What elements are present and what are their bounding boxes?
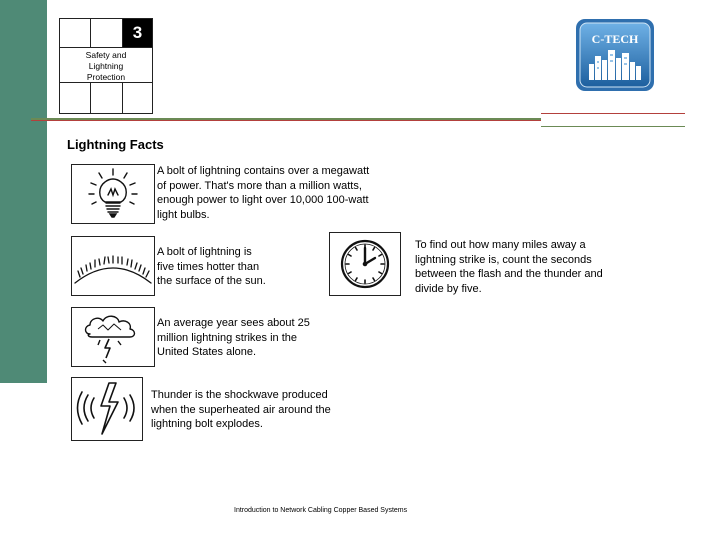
thunder-icon	[71, 377, 143, 441]
side-accent-bar	[0, 0, 47, 383]
storm-cloud-icon	[71, 307, 155, 367]
fact-line: divide by five.	[415, 282, 482, 295]
footer-text: Introduction to Network Cabling Copper Based Systems	[234, 507, 408, 514]
header-rule-right	[541, 113, 685, 127]
clock-icon	[329, 232, 401, 296]
tab-cell	[91, 82, 123, 113]
fact-line: A bolt of lightning is	[157, 246, 252, 258]
fact-line: Thunder is the shockwave produced	[151, 389, 328, 401]
fact-line: the surface of the sun.	[157, 275, 266, 288]
tab-cell	[60, 19, 91, 47]
header-rule-accent	[31, 120, 541, 121]
chapter-title	[60, 50, 152, 83]
fact-line: million lightning strikes in the	[157, 331, 298, 344]
logo-text: C-TECH	[591, 32, 639, 46]
chapter-number: 3	[123, 19, 152, 47]
tab-cell	[60, 82, 91, 113]
chapter-tab	[59, 18, 153, 114]
fact-text	[415, 238, 603, 296]
fact-line: United States alone.	[157, 346, 257, 359]
chapter-title-line: Protection	[86, 72, 126, 82]
fact-line: lightning strike is, count the seconds	[415, 253, 592, 266]
fact-line: five times hotter than	[157, 260, 260, 273]
fact-line: A bolt of lightning contains over a megawatt	[157, 165, 370, 177]
tab-divider	[60, 47, 152, 48]
page-heading: Lightning Facts	[67, 137, 164, 152]
ctech-logo	[575, 18, 655, 92]
fact-line: To find out how many miles away a	[415, 239, 586, 251]
fact-text	[157, 245, 266, 289]
fact-text	[157, 316, 310, 360]
fact-line: of power. That's more than a million watts,	[157, 179, 362, 192]
fact-text	[151, 388, 331, 432]
sun-surface-icon	[71, 236, 155, 296]
fact-line: light bulbs.	[157, 208, 210, 221]
chapter-title-line: Lightning	[88, 61, 124, 71]
fact-line: An average year sees about 25	[157, 317, 310, 329]
fact-line: when the superheated air around the	[151, 403, 331, 416]
fact-line: lightning bolt explodes.	[151, 418, 263, 431]
fact-line: enough power to light over 10,000 100-watt	[157, 194, 369, 207]
fact-line: between the flash and the thunder and	[415, 268, 603, 281]
tab-cell	[91, 19, 123, 47]
chapter-title-line: Safety and	[85, 50, 127, 60]
lightbulb-icon	[71, 164, 155, 224]
fact-text	[157, 164, 369, 222]
